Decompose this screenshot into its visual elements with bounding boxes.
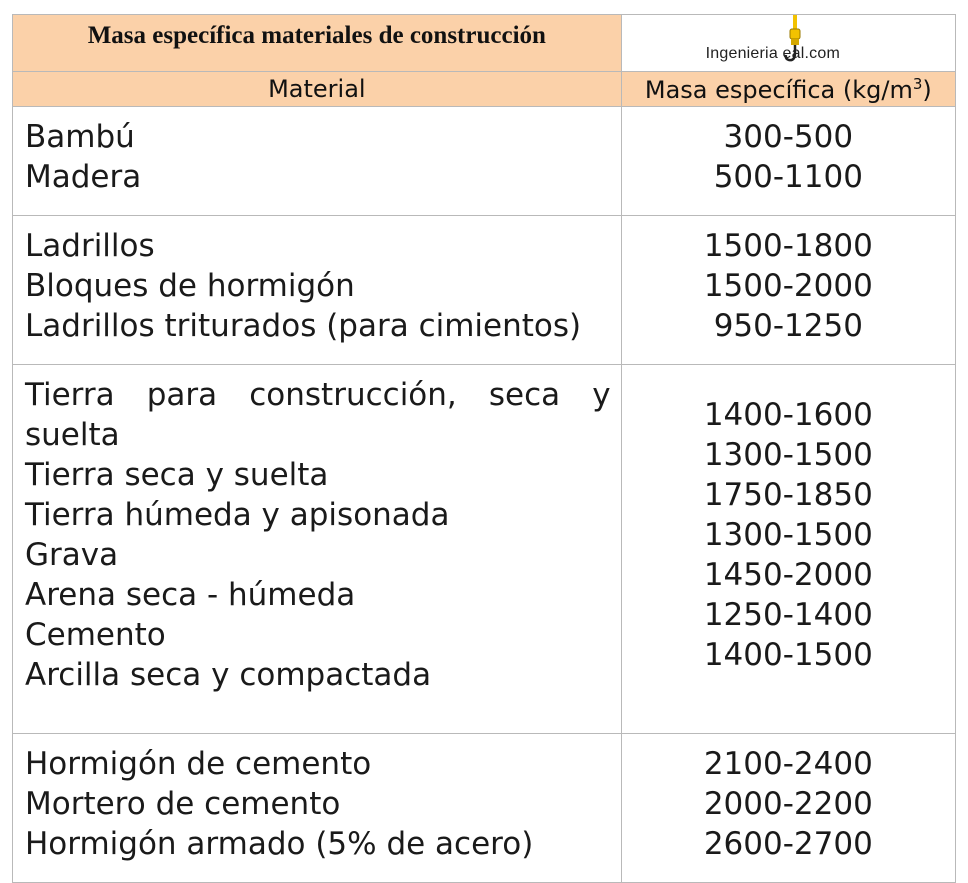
material-cell	[13, 216, 622, 365]
material-cell	[13, 734, 622, 883]
logo-cell	[621, 15, 955, 72]
logo	[622, 15, 955, 71]
density-value: 1500-2000	[703, 268, 873, 304]
header-density: Masa específica $(kg/m^3)$	[621, 72, 955, 107]
density-value: 950-1250	[713, 308, 863, 344]
material-name: Ladrillos triturados (para cimientos)	[25, 308, 582, 344]
table-row	[13, 216, 956, 365]
material-name: Grava	[25, 537, 119, 573]
density-value: 1400-1600	[703, 397, 873, 433]
material-name: Bloques de hormigón	[25, 268, 355, 304]
material-name: Cemento	[25, 617, 166, 653]
material-name: Tierra seca y suelta	[25, 457, 329, 493]
title-cell	[13, 15, 622, 72]
material-name: Hormigón armado (5% de acero)	[25, 826, 534, 862]
density-table	[12, 14, 956, 883]
material-name: Ladrillos	[25, 228, 155, 264]
material-name: Mortero de cemento	[25, 786, 341, 822]
table-row	[13, 734, 956, 883]
material-word: Tierra	[25, 377, 115, 413]
density-value: 300-500	[723, 119, 854, 155]
density-value: 1300-1500	[703, 437, 873, 473]
material-cell	[13, 107, 622, 216]
density-value: 2000-2200	[703, 786, 873, 822]
material-word: seca	[488, 377, 561, 413]
material-name: Arcilla seca y compactada	[25, 657, 432, 693]
unit-superscript: 3	[912, 74, 923, 93]
header-material: Material	[13, 72, 622, 107]
density-value: 1750-1850	[703, 477, 873, 513]
table-row	[13, 107, 956, 216]
density-value: 1300-1500	[703, 517, 873, 553]
density-value: 1500-1800	[703, 228, 873, 264]
title-row	[13, 15, 956, 72]
material-name: Bambú	[25, 119, 135, 155]
material-name: Tierra húmeda y apisonada	[25, 497, 450, 533]
material-name-justified	[25, 375, 611, 415]
density-value: 1450-2000	[703, 557, 873, 593]
density-value: 500-1100	[713, 159, 863, 195]
material-name: Arena seca - húmeda	[25, 577, 356, 613]
logo-text: Ingenieria eal.com	[705, 45, 840, 62]
density-cell	[621, 216, 955, 365]
material-name: suelta	[25, 417, 120, 453]
density-value: 1400-1500	[703, 637, 873, 673]
material-name: Madera	[25, 159, 142, 195]
density-value: 2100-2400	[703, 746, 873, 782]
material-cell	[13, 365, 622, 734]
density-cell	[621, 734, 955, 883]
density-value: 2600-2700	[703, 826, 873, 862]
density-cell	[621, 365, 955, 734]
material-word: y	[592, 377, 611, 413]
material-name: Hormigón de cemento	[25, 746, 372, 782]
density-cell	[621, 107, 955, 216]
material-word: para	[146, 377, 218, 413]
density-value: 1250-1400	[703, 597, 873, 633]
table-row	[13, 365, 956, 734]
table-title: Masa específica materiales de construcción	[87, 22, 546, 49]
header-row	[13, 72, 956, 107]
material-word: construcción,	[249, 377, 457, 413]
